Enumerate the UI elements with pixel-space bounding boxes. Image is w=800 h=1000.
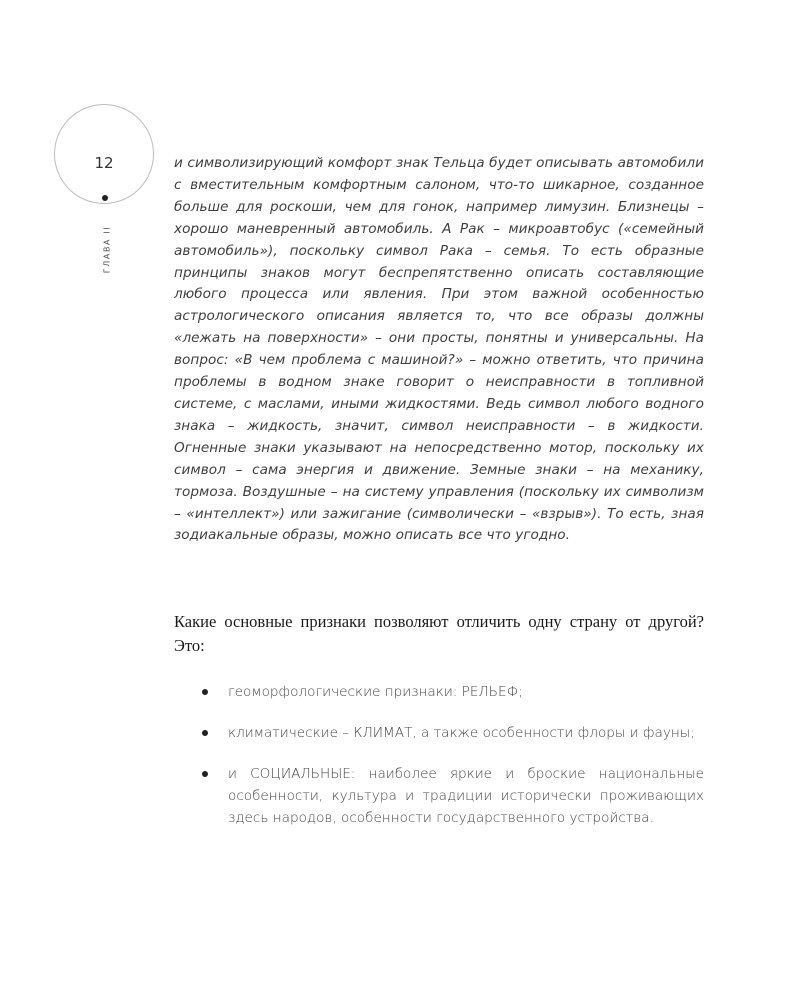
list-item-text: и СОЦИАЛЬНЫЕ: наиболее яркие и броские национальные особенности, культура и традиции исторически проживающих здесь народов, особенности государственного устройства. [228, 765, 704, 826]
bullet-icon [202, 730, 208, 736]
bullet-icon [202, 689, 208, 695]
section-question: Какие основные признаки позволяют отличить одну страну от другой? Это: [174, 612, 704, 655]
body-paragraph: и символизирующий комфорт знак Тельца будет описывать автомобили с вместительным комфортным салоном, что-то шикарное, созданное больше для роскоши, чем для гонок, например лимузин. Близнецы – хорошо маневренный автомобиль. А Рак – микроавтобус («семейный автомобиль»), поскольку символ Рака – семья. То есть образные принципы знаков могут беспрепятственно описать составляющие любого процесса или явления. При этом важной особенностью астрологического описания является то, что все образы должны «лежать на поверхности» – они просты, понятны и универсальны. На вопрос: «В чем проблема с машиной?» – можно ответить, что причина проблемы в водном знаке говорит о неисправности в топливной системе, с маслами, иными жидкостями. Ведь символ любого водного знака – жидкость, значит, символ неисправности – в жидкости. Огненные знаки указывают на непосредственно мотор, поскольку их символ – сама энергия и движение. Земные знаки – на механику, тормоза. Воздушные – на систему управления (поскольку их символизм – «интеллект») или зажигание (символически – «взрыв»). То есть, зная зодиакальные образы, можно описать все что угодно. [174, 155, 704, 544]
page-number: 12 [94, 154, 114, 172]
feature-list [200, 682, 704, 849]
list-item [200, 682, 704, 704]
list-item-text: климатические – КЛИМАТ, а также особенности флоры и фауны; [228, 724, 695, 741]
list-item [200, 764, 704, 830]
list-item [200, 723, 704, 745]
page-marker-dot [102, 195, 108, 201]
chapter-label: ГЛАВА II [102, 225, 112, 274]
bullet-icon [202, 771, 208, 777]
list-item-text: геоморфологические признаки: РЕЛЬЕФ; [228, 684, 523, 700]
